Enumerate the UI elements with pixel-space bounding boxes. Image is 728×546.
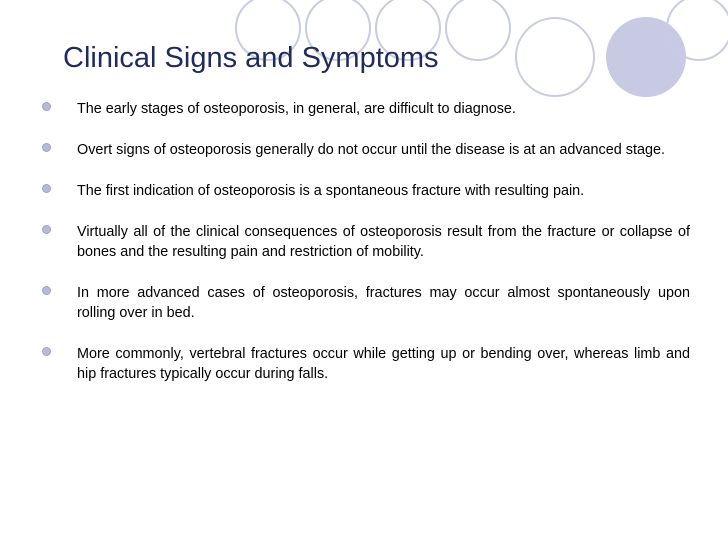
- decorative-circle: [666, 0, 728, 61]
- bullet-text: The early stages of osteoporosis, in general, are difficult to diagnose.: [77, 101, 516, 117]
- bullet-item: [40, 99, 690, 119]
- bullet-icon: [42, 184, 51, 193]
- bullet-icon: [42, 143, 51, 152]
- bullet-item: [40, 222, 690, 262]
- bullet-item: [40, 283, 690, 323]
- bullet-text: The first indication of osteoporosis is a spontaneous fracture with resulting pain.: [77, 183, 585, 199]
- slide-title: Clinical Signs and Symptoms: [63, 42, 439, 74]
- bullet-text: More commonly, vertebral fractures occur while getting up or bending over, whereas limb and hip fractures typically occur during falls.: [77, 346, 690, 382]
- bullet-icon: [42, 102, 51, 111]
- bullet-item: [40, 140, 690, 160]
- bullet-icon: [42, 347, 51, 356]
- decorative-circle: [445, 0, 511, 61]
- decorative-circle: [515, 17, 595, 97]
- bullet-text: Virtually all of the clinical consequences of osteoporosis result from the fracture or collapse of bones and the resulting pain and restriction of mobility.: [77, 224, 690, 260]
- bullet-text: In more advanced cases of osteoporosis, fractures may occur almost spontaneously upon rolling over in bed.: [77, 285, 690, 321]
- bullet-list: [40, 99, 690, 405]
- bullet-item: [40, 181, 690, 201]
- bullet-text: Overt signs of osteoporosis generally do not occur until the disease is at an advanced stage.: [77, 142, 665, 158]
- bullet-item: [40, 344, 690, 384]
- bullet-icon: [42, 225, 51, 234]
- bullet-icon: [42, 286, 51, 295]
